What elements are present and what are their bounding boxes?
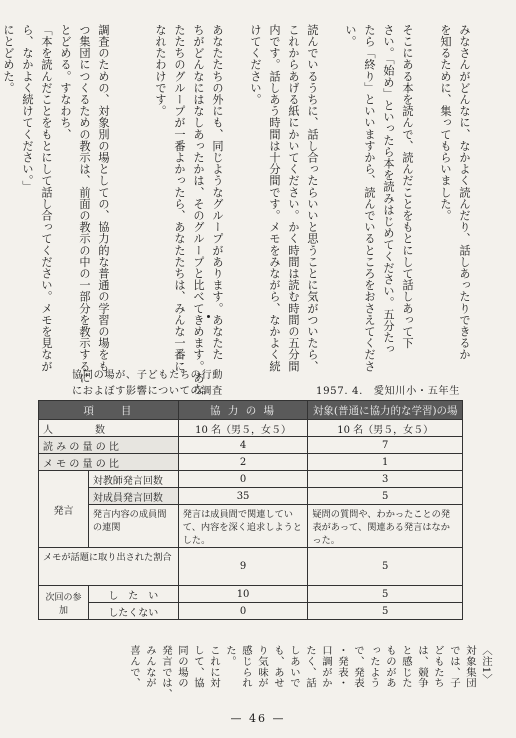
table-caption-line1: 協同の場が、子どもたちの行動: [72, 370, 224, 381]
cell-coop: 35: [178, 488, 308, 505]
text-line: い。: [344, 24, 357, 48]
cell-normal: 5: [308, 488, 463, 505]
text-line: を知るために、集ってもらいました。: [439, 24, 452, 222]
text-line: ちがどんなにはなしあったかは、そのグループと比べてきめます。あな: [192, 24, 205, 396]
text-line: あなたたちの外にも、同じようなグループがあります。あなたた: [211, 24, 224, 361]
cell-coop: 発言は成員間で関連していて、内容を深く追求しようとした。: [178, 505, 308, 548]
text-line: [113, 24, 132, 324]
text-line: 口調がか: [320, 645, 332, 689]
bullet-dot: [207, 315, 210, 318]
text-line: なれたわけです。: [154, 24, 167, 117]
text-line: 調査のための、対象別の場としての、協力的な普通の学習の場をも: [97, 24, 110, 372]
text-line: 〈注1〉: [480, 645, 492, 685]
table-row: [39, 454, 463, 471]
text-line: けてください。: [249, 24, 262, 106]
text-line: そこにある本を読んで、読んだことをもとにして話しあって下: [401, 24, 414, 349]
text-line: これからあげる紙にかいてください。かく時間は読む時間の五分間: [287, 24, 300, 372]
header-coop: 協 力 の 場: [178, 401, 308, 420]
text-line: ったよう: [368, 645, 380, 689]
header-normal: 対象(普通に協力的な学習)の場: [308, 401, 463, 420]
text-line: して、協: [192, 645, 204, 689]
group-label-next: 次回の参加: [39, 586, 89, 620]
cell-coop: 0: [178, 603, 308, 620]
cell-coop: 2: [178, 454, 308, 471]
table-row: [39, 586, 463, 603]
row-label: メ モ の 量 の 比: [39, 454, 179, 471]
text-line: で、発表: [352, 645, 364, 689]
text-line: これに対: [208, 645, 220, 689]
group-label-speech: 発言: [39, 471, 89, 548]
table-row: [39, 548, 463, 586]
row-label: メモが話題に取り出された割合: [39, 548, 179, 586]
table-row: [39, 437, 463, 454]
text-line: た。: [224, 645, 236, 667]
text-line: 読んでいるうちに、話し合ったらいいと思うことに気がついたら、: [306, 24, 319, 372]
text-line: しあいで: [288, 645, 300, 689]
table-caption-date: 1957. 4. 愛知川小・五年生: [316, 386, 461, 397]
text-line: では、子: [448, 645, 460, 689]
cell-coop: 10: [178, 586, 308, 603]
row-label: 人 数: [39, 420, 179, 437]
text-line: も、あせ: [272, 645, 284, 689]
text-line: [227, 24, 246, 324]
text-line: 感じられ: [240, 645, 252, 689]
text-line: さい。「始め」といったら本を読みはじめてください。五分たっ: [382, 24, 395, 355]
text-line: 同の場の: [176, 645, 188, 689]
text-line: どもたち: [432, 645, 444, 689]
text-line: は、競争: [416, 645, 428, 689]
cell-normal: 1: [308, 454, 463, 471]
header-item: 項 目: [39, 401, 179, 420]
table-caption-line2: におよぼす影響についての調査: [72, 386, 223, 397]
text-line: たく、話: [304, 645, 316, 689]
table-header-row: [39, 401, 463, 420]
text-line: [132, 24, 151, 324]
table-row: [39, 603, 463, 620]
cell-normal: 疑問の質問や、わかったことの発表があって、関連ある発言はなかった。: [308, 505, 463, 548]
row-label: 対成員発言回数: [88, 488, 178, 505]
text-line: 「本を読んだことをもとにして話し合ってください。メモを見なが: [40, 24, 53, 372]
row-label: 発言内容の成員間の連関: [88, 505, 178, 548]
text-line: 喜んで、: [128, 645, 140, 689]
table-row: [39, 471, 463, 488]
cell-coop: 9: [178, 548, 308, 586]
row-label: し た い: [88, 586, 178, 603]
text-line: 発言では、: [160, 645, 172, 699]
row-label: 対教師発言回数: [88, 471, 178, 488]
text-line: たら「終り」といいますから、読んでいるところをおさえてくださ: [363, 24, 376, 372]
text-line: ものがあ: [384, 645, 396, 689]
table-row: [39, 505, 463, 548]
cell-normal: 10 名（男５，女５）: [308, 420, 463, 437]
text-line: ・発表・: [336, 645, 348, 689]
cell-normal: 5: [308, 548, 463, 586]
row-label: 読 み の 量 の 比: [39, 437, 179, 454]
text-line: にとどめた。: [2, 24, 15, 94]
text-line: たたちのグループが一番よかったら、あなたたちは、みんな一番に: [173, 24, 186, 372]
table-row: [39, 488, 463, 505]
side-notes: [126, 645, 494, 715]
table-row: [39, 420, 463, 437]
text-line: とどめる。すなわち、: [59, 24, 72, 140]
text-line: 内です。話しあう時間は十分間です。メモをみながら、なかよく続: [268, 24, 281, 372]
cell-coop: 0: [178, 471, 308, 488]
text-line: 対象集団: [464, 645, 476, 689]
cell-coop: 10 名（男５，女５）: [178, 420, 308, 437]
results-table: [38, 400, 463, 620]
text-line: [417, 24, 436, 324]
text-line: みなさんがどんなに、なかよく読んだり、話しあったりできるか: [458, 24, 471, 361]
page-number: — 46 —: [230, 712, 286, 725]
text-line: ら、なかよく続けてください。」: [21, 24, 34, 193]
text-line: [322, 24, 341, 324]
cell-normal: 7: [308, 437, 463, 454]
cell-normal: 5: [308, 586, 463, 603]
row-label: したくない: [88, 603, 178, 620]
cell-normal: 5: [308, 603, 463, 620]
text-line: と感じた: [400, 645, 412, 689]
cell-normal: 3: [308, 471, 463, 488]
text-line: り気味が: [256, 645, 268, 689]
text-line: みんなが: [144, 645, 156, 689]
cell-coop: 4: [178, 437, 308, 454]
text-line: つ集団につくるための教示は、前面の教示の中の一部分を教示するに: [78, 24, 91, 384]
